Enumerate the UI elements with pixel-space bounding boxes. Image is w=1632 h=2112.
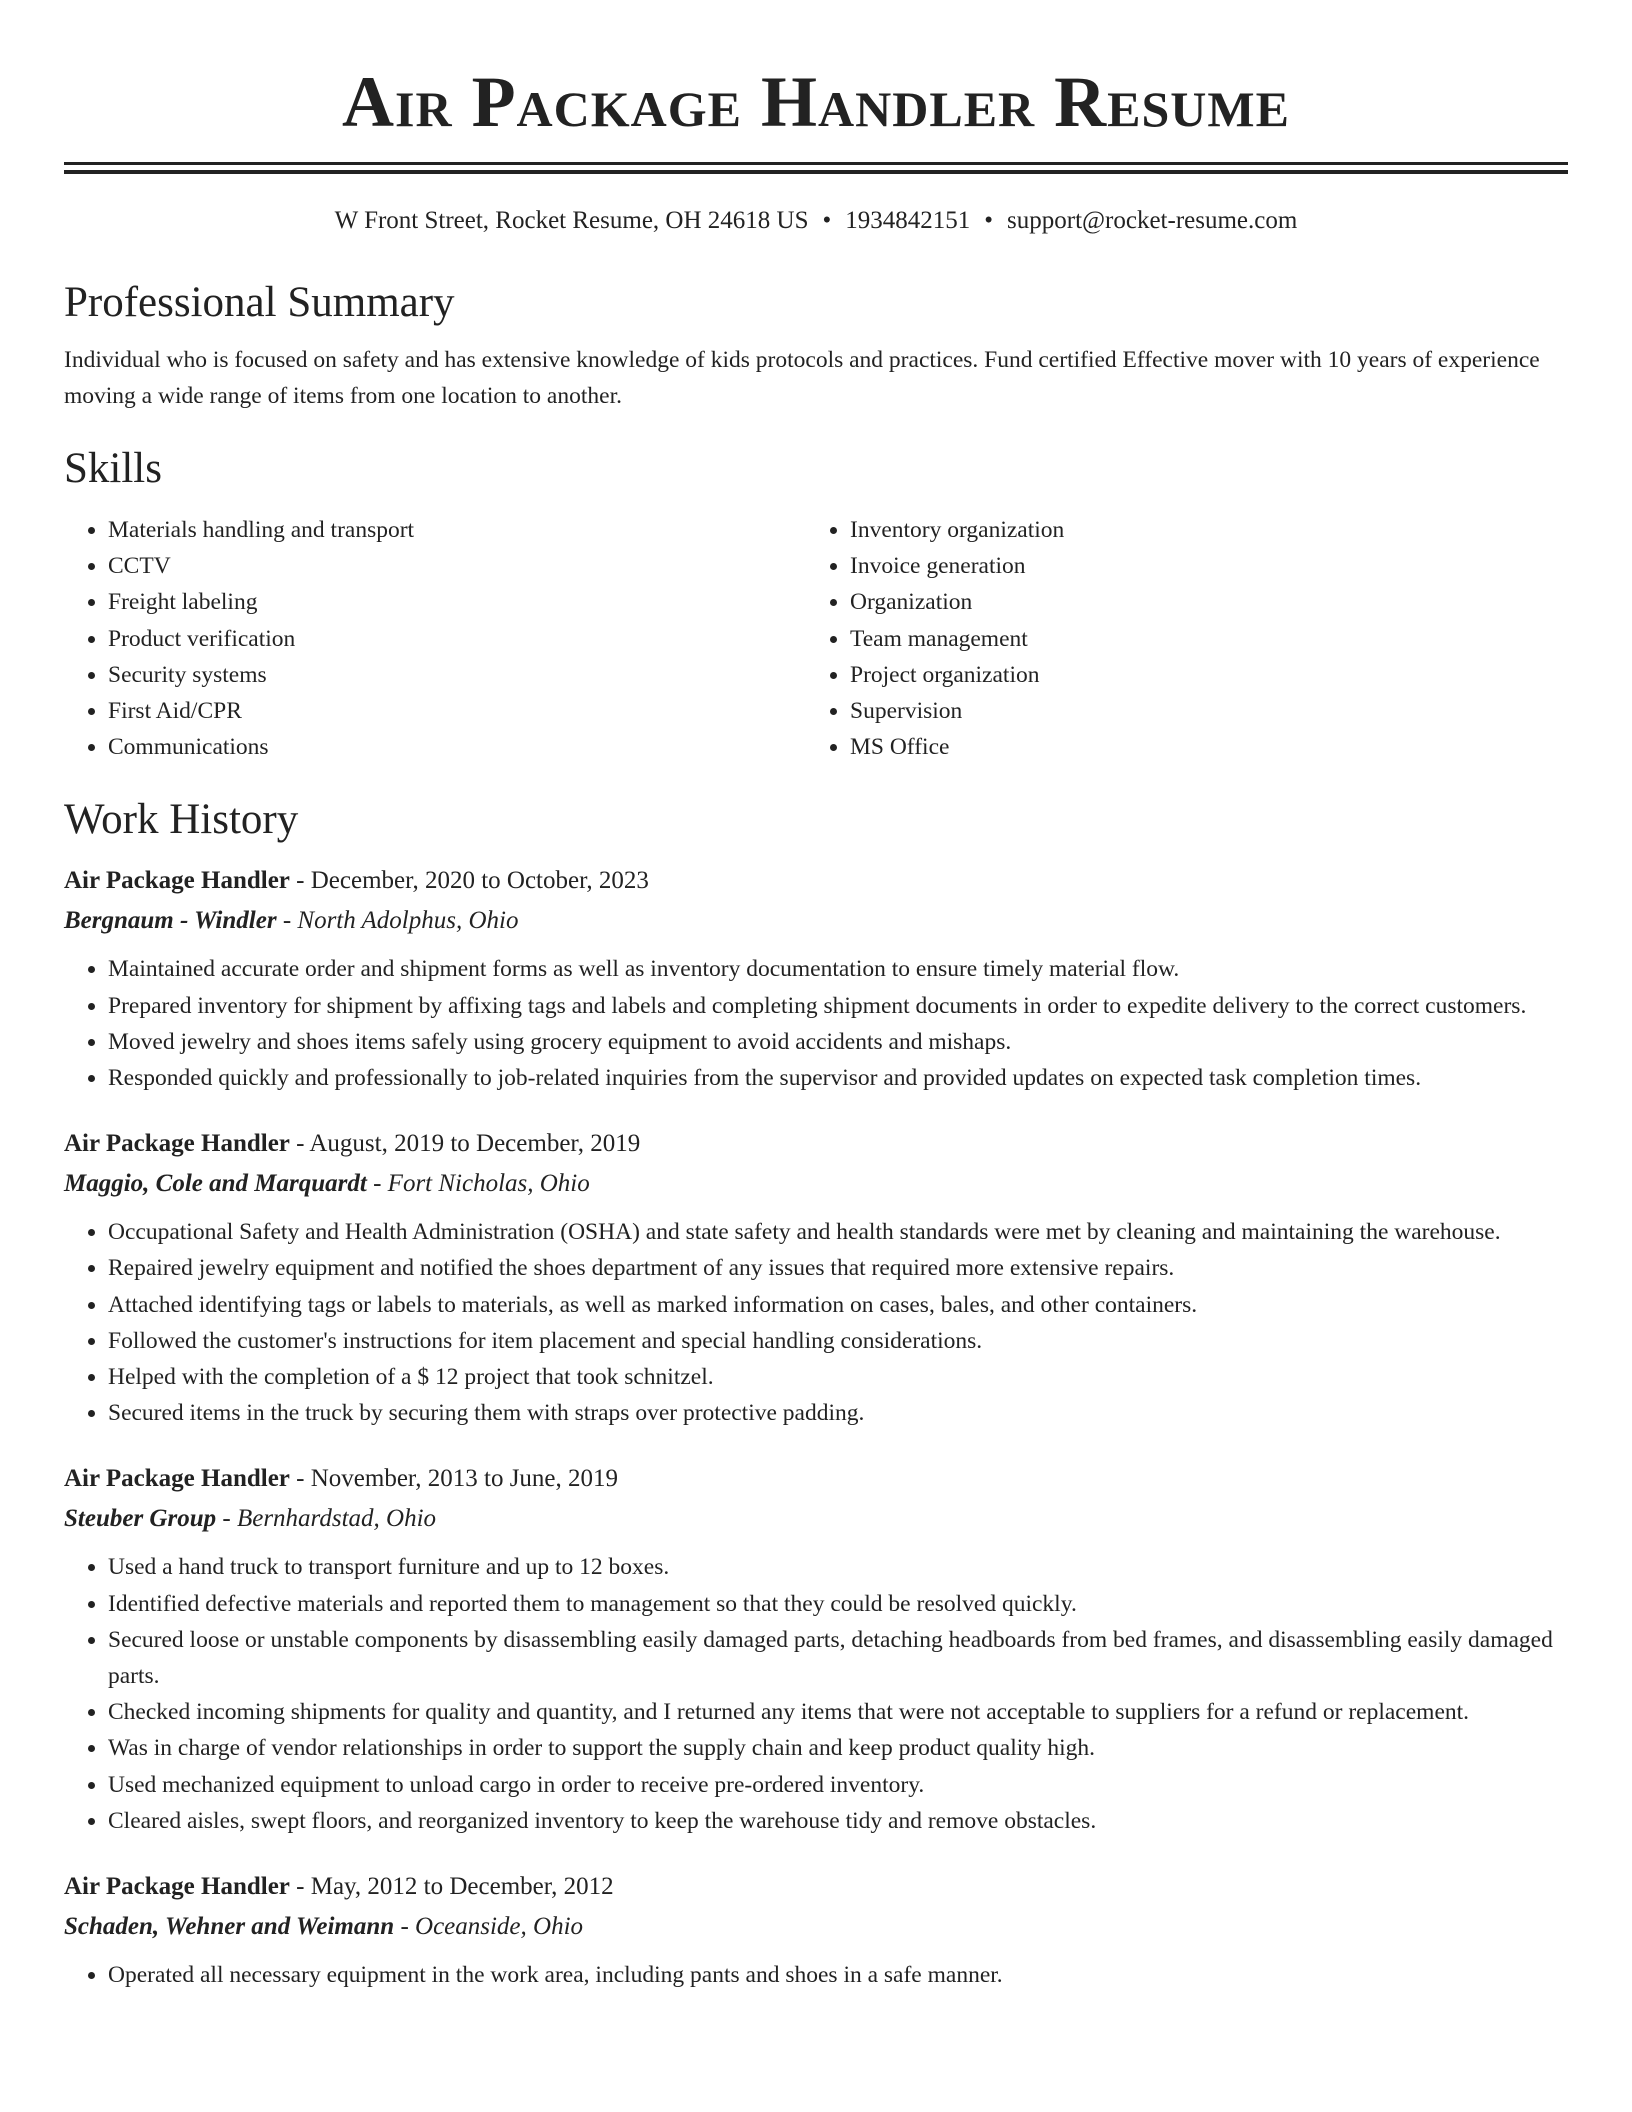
job-title: Air Package Handler <box>64 1873 290 1901</box>
skills-column-left <box>64 512 806 765</box>
job-title-line <box>64 1459 1568 1499</box>
company-line <box>64 1164 1568 1204</box>
job-title: Air Package Handler <box>64 867 290 895</box>
skill-item: • Project organization <box>850 657 1548 693</box>
skill-item: • Organization <box>850 584 1548 620</box>
job-bullet: • Followed the customer's instructions for item placement and special handling considerations. <box>108 1323 1568 1359</box>
title-rule-top <box>64 162 1568 165</box>
company-line <box>64 1907 1568 1947</box>
skill-item: • Inventory organization <box>850 512 1548 548</box>
skill-item: • Invoice generation <box>850 548 1548 584</box>
job-bullet: • Occupational Safety and Health Administration (OSHA) and state safety and health standards were met by cleaning and maintaining the warehouse. <box>108 1214 1568 1250</box>
job-dates: - December, 2020 to October, 2023 <box>289 867 649 895</box>
job-bullet: • Was in charge of vendor relationships in order to support the supply chain and keep product quality high. <box>108 1730 1568 1766</box>
job-bullet: • Maintained accurate order and shipment forms as well as inventory documentation to ensure timely material flow. <box>108 951 1568 987</box>
contact-separator: • <box>984 207 994 234</box>
job-bullet: • Secured items in the truck by securing them with straps over protective padding. <box>108 1395 1568 1431</box>
job-bullet: • Moved jewelry and shoes items safely using grocery equipment to avoid accidents and mishaps. <box>108 1024 1568 1060</box>
job-bullet: • Attached identifying tags or labels to materials, as well as marked information on cases, bales, and other containers. <box>108 1287 1568 1323</box>
job-bullet: • Secured loose or unstable components by disassembling easily damaged parts, detaching headboards from bed frames, and disassembling easily damaged parts. <box>108 1622 1568 1694</box>
resume-page <box>64 0 1568 1993</box>
company-location: - Bernhardstad, Ohio <box>216 1505 437 1533</box>
company-location: - Fort Nicholas, Ohio <box>366 1170 590 1198</box>
company-line <box>64 1499 1568 1539</box>
skills-column-right <box>806 512 1548 765</box>
skill-item: • Materials handling and transport <box>108 512 806 548</box>
skill-item: • First Aid/CPR <box>108 693 806 729</box>
summary-text: Individual who is focused on safety and has extensive knowledge of kids protocols and practices. Fund certified Effective mover with 10 years of experience moving a wide range of items from one location to another. <box>64 347 1540 409</box>
resume-title: Air Package Handler Resume <box>342 62 1290 142</box>
job-bullet: • Responded quickly and professionally to job-related inquiries from the supervisor and provided updates on expected task completion times. <box>108 1060 1568 1096</box>
skill-item: • Security systems <box>108 657 806 693</box>
job-bullet: • Repaired jewelry equipment and notified the shoes department of any issues that required more extensive repairs. <box>108 1250 1568 1286</box>
company-location: - Oceanside, Ohio <box>394 1913 584 1941</box>
job-bullet: • Used a hand truck to transport furniture and up to 12 boxes. <box>108 1549 1568 1585</box>
job-title: Air Package Handler <box>64 1130 290 1158</box>
company-name: Bergnaum - Windler <box>64 907 277 935</box>
job-dates: - May, 2012 to December, 2012 <box>289 1873 614 1901</box>
job-title-line <box>64 861 1568 901</box>
skill-item: • MS Office <box>850 729 1548 765</box>
job-dates: - November, 2013 to June, 2019 <box>289 1465 619 1493</box>
job-entry <box>64 861 1568 1096</box>
job-bullet: • Prepared inventory for shipment by affixing tags and labels and completing shipment documents in order to expedite delivery to the correct customers. <box>108 988 1568 1024</box>
job-bullets <box>64 951 1568 1096</box>
contact-phone: 1934842151 <box>845 207 971 234</box>
skill-item: • Product verification <box>108 621 806 657</box>
job-title: Air Package Handler <box>64 1465 290 1493</box>
summary-heading: Professional Summary <box>64 279 455 326</box>
contact-email: support@rocket-resume.com <box>1007 207 1298 234</box>
job-bullets <box>64 1957 1568 1993</box>
company-name: Maggio, Cole and Marquardt <box>64 1170 367 1198</box>
skills-list <box>64 512 1568 765</box>
skill-item: • Freight labeling <box>108 584 806 620</box>
job-title-line <box>64 1124 1568 1164</box>
job-title-line <box>64 1867 1568 1907</box>
skill-item: • CCTV <box>108 548 806 584</box>
company-name: Schaden, Wehner and Weimann <box>64 1913 395 1941</box>
contact-line <box>64 204 1568 238</box>
company-name: Steuber Group <box>64 1505 217 1533</box>
company-line <box>64 901 1568 941</box>
job-entry <box>64 1459 1568 1839</box>
contact-address: W Front Street, Rocket Resume, OH 24618 US <box>334 207 809 234</box>
job-dates: - August, 2019 to December, 2019 <box>289 1130 641 1158</box>
company-location: - North Adolphus, Ohio <box>276 907 519 935</box>
job-entry <box>64 1124 1568 1431</box>
job-bullet: • Used mechanized equipment to unload cargo in order to receive pre-ordered inventory. <box>108 1767 1568 1803</box>
job-bullet: • Operated all necessary equipment in the work area, including pants and shoes in a safe manner. <box>108 1957 1568 1993</box>
job-bullets <box>64 1549 1568 1839</box>
skill-item: • Communications <box>108 729 806 765</box>
job-bullet: • Helped with the completion of a $ 12 project that took schnitzel. <box>108 1359 1568 1395</box>
job-bullet: • Checked incoming shipments for quality and quantity, and I returned any items that were not acceptable to suppliers for a refund or replacement. <box>108 1694 1568 1730</box>
title-rule-bottom <box>64 170 1568 174</box>
job-bullet: • Identified defective materials and reported them to management so that they could be resolved quickly. <box>108 1586 1568 1622</box>
skill-item: • Supervision <box>850 693 1548 729</box>
skills-heading: Skills <box>64 445 162 492</box>
job-bullets <box>64 1214 1568 1431</box>
contact-separator: • <box>822 207 832 234</box>
skill-item: • Team management <box>850 621 1548 657</box>
job-bullet: • Cleared aisles, swept floors, and reorganized inventory to keep the warehouse tidy and remove obstacles. <box>108 1803 1568 1839</box>
work-history-heading: Work History <box>64 796 299 844</box>
job-entry <box>64 1867 1568 1993</box>
